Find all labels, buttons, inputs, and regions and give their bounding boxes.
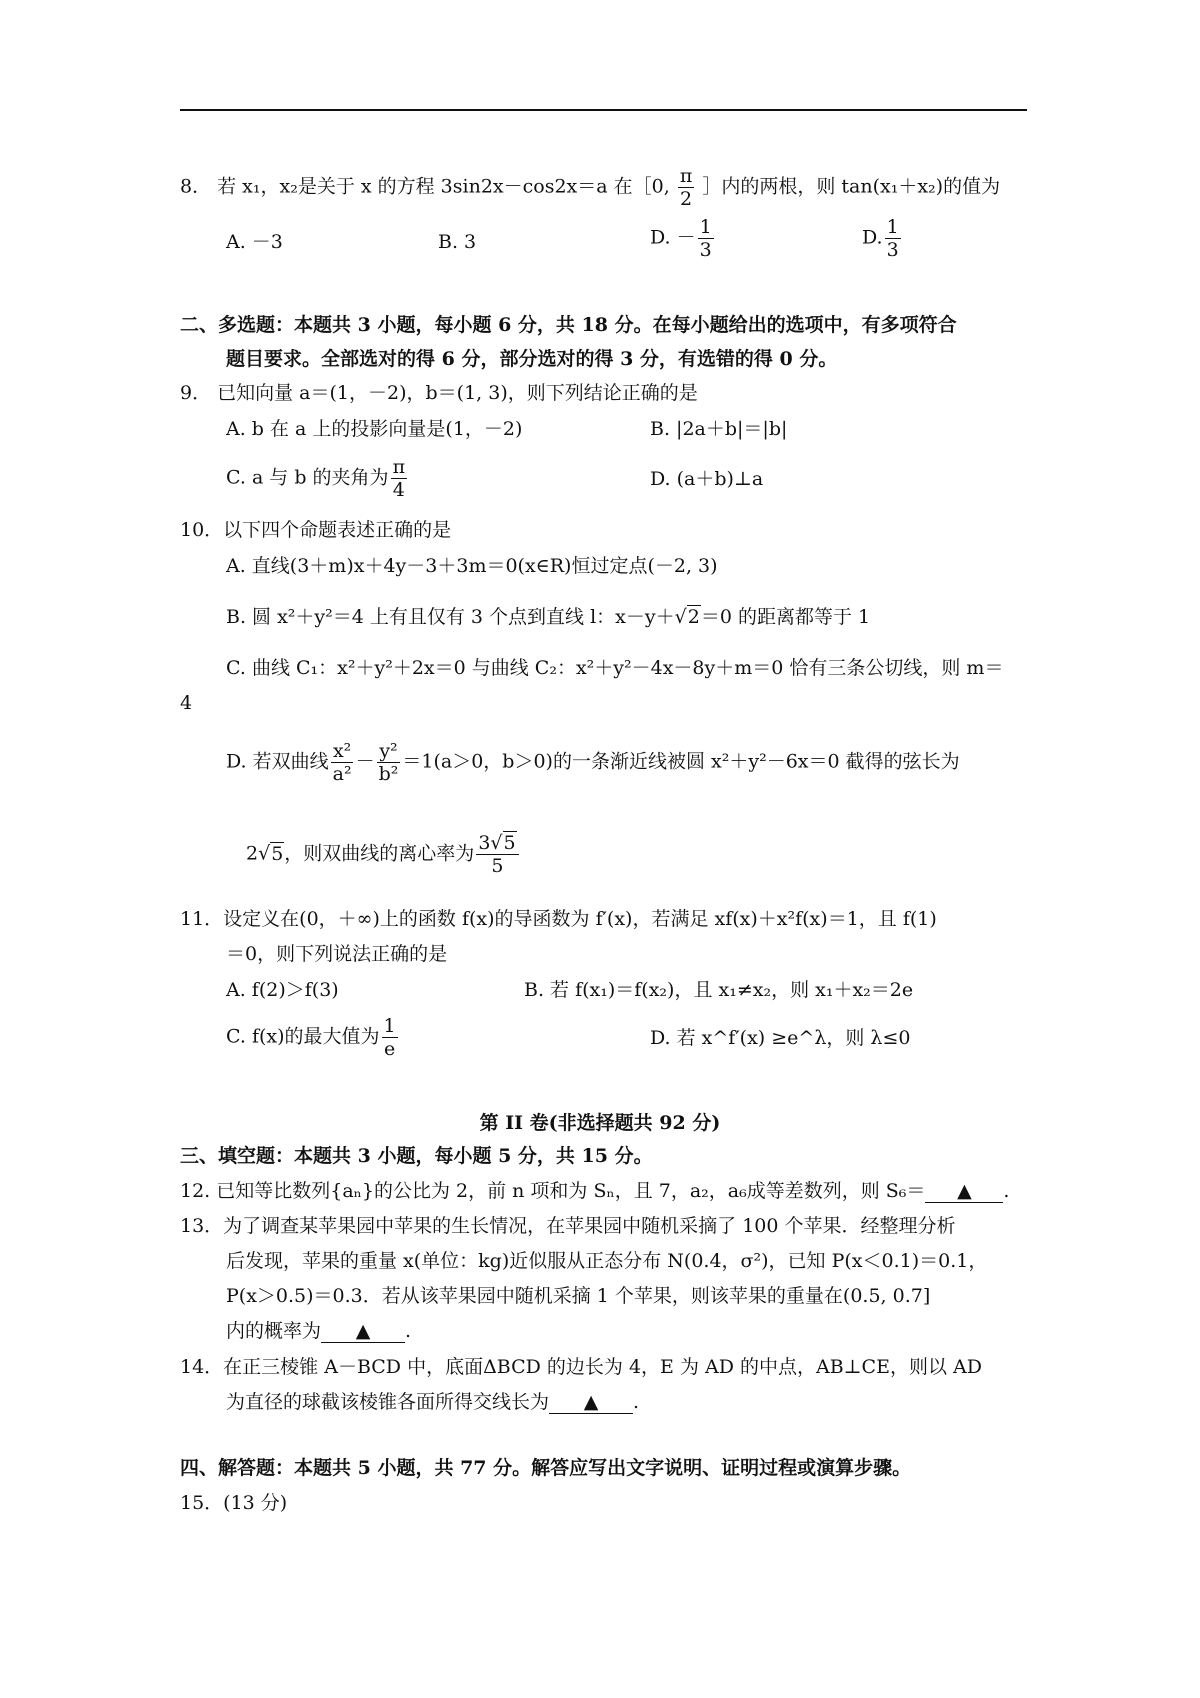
question-11-stem-cont: ＝0，则下列说法正确的是 xyxy=(226,943,448,965)
question-13-line-1: 13．为了调查某苹果园中苹果的生长情况，在苹果园中随机采摘了 100 个苹果．经整理分析 xyxy=(180,1215,956,1237)
fraction-numerator: 1 xyxy=(383,1015,396,1037)
fraction-denominator: 3 xyxy=(699,239,712,261)
q10-option-c-cont: 4 xyxy=(180,692,193,714)
fraction-eccentricity xyxy=(476,832,518,877)
option-text: C. a 与 b 的夹角为 xyxy=(226,466,389,489)
question-8-stem xyxy=(180,165,1000,210)
q8-option-a: A. －3 xyxy=(226,231,283,253)
period: . xyxy=(405,1320,412,1342)
answer-blank: ▲ xyxy=(321,1320,405,1343)
section-4-heading: 四、解答题：本题共 5 小题，共 77 分。解答应写出文字说明、证明过程或演算步骤。 xyxy=(180,1457,912,1479)
answer-blank: ▲ xyxy=(549,1391,633,1414)
question-12 xyxy=(180,1178,1009,1204)
q10-option-c: C. 曲线 C₁：x²＋y²＋2x＝0 与曲线 C₂：x²＋y²－4x－8y＋m＝0 恰有三条公切线，则 m＝ xyxy=(226,657,1004,679)
fraction-denominator: a² xyxy=(332,763,352,785)
fraction-denominator: 3 xyxy=(886,239,899,261)
q10-option-d-cont: 2√5，则双曲线的离心率为 $\frac{3√5}{5}$ xyxy=(246,832,521,877)
section-2-heading: 二、多选题：本题共 3 小题，每小题 6 分，共 18 分。在每小题给出的选项中，有多项符合 xyxy=(180,314,957,336)
fraction-y2-over-b2 xyxy=(377,740,401,785)
option-text: D. 若双曲线 xyxy=(226,750,329,773)
q11-option-b: B. 若 f(x₁)＝f(x₂)，且 x₁≠x₂，则 x₁＋x₂＝2e xyxy=(524,979,914,1001)
fraction-denominator: e xyxy=(383,1038,396,1060)
question-13-line-2: 后发现，苹果的重量 x(单位：kg)近似服从正态分布 N(0.4，σ²)，已知 P(x＜0.1)＝0.1， xyxy=(226,1250,988,1272)
fraction-1-over-e xyxy=(382,1015,398,1060)
section-3-heading: 三、填空题：本题共 3 小题，每小题 5 分，共 15 分。 xyxy=(180,1145,653,1167)
option-text: ＝0 的距离都等于 1 xyxy=(700,606,871,628)
q10-option-b: B. 圆 x²＋y²＝4 上有且仅有 3 个点到直线 l：x－y＋√2＝0 的距离都等于 1 xyxy=(226,606,871,628)
option-text: D. － xyxy=(650,226,696,249)
fraction-numerator: 1 xyxy=(886,216,899,238)
q10-option-a: A. 直线(3＋m)x＋4y－3＋3m＝0(x∈R)恒过定点(－2, 3) xyxy=(226,555,718,577)
fraction-numerator: 1 xyxy=(699,216,712,238)
fraction-numerator: 3√5 xyxy=(476,832,518,855)
section-2-heading-cont: 题目要求。全部选对的得 6 分，部分选对的得 3 分，有选错的得 0 分。 xyxy=(226,348,838,370)
question-text: 内的概率为 xyxy=(226,1320,322,1342)
fraction-denominator: 2 xyxy=(680,188,693,210)
option-text: B. 圆 x²＋y²＝4 上有且仅有 3 个点到直线 l：x－y＋ xyxy=(226,606,675,628)
question-13-line-3: P(x＞0.5)＝0.3．若从该苹果园中随机采摘 1 个苹果，则该苹果的重量在(0.5, 0.7] xyxy=(226,1285,931,1307)
fraction-pi-over-2 xyxy=(678,165,695,210)
question-15-header: 15．(13 分) xyxy=(180,1492,288,1514)
q11-option-d: D. 若 x^f′(x) ≥e^λ，则 λ≤0 xyxy=(650,1027,911,1049)
option-text: ，则双曲线的离心率为 xyxy=(284,842,475,865)
question-text: 为直径的球截该棱锥各面所得交线长为 xyxy=(226,1391,550,1413)
option-text: D. xyxy=(862,226,883,249)
fraction-denominator: 5 xyxy=(491,855,504,877)
minus-sign: － xyxy=(355,750,375,773)
fraction-x2-over-a2 xyxy=(331,740,354,785)
question-text: 若 x₁，x₂是关于 x 的方程 3sin2x－cos2x＝a 在［0, xyxy=(217,175,670,198)
answer-blank: ▲ xyxy=(925,1180,1003,1203)
fraction-denominator: 4 xyxy=(392,479,405,501)
sqrt-radicand: 5 xyxy=(503,832,516,854)
q8-option-c xyxy=(650,216,716,261)
option-text: ＝1(a＞0，b＞0)的一条渐近线被圆 x²＋y²－6x＝0 截得的弦长为 xyxy=(402,750,960,773)
option-text: C. f(x)的最大值为 xyxy=(226,1025,380,1048)
question-14-line-1: 14．在正三棱锥 A－BCD 中，底面ΔBCD 的边长为 4，E 为 AD 的中点，AB⊥CE，则以 AD xyxy=(180,1356,982,1378)
question-9-stem: 9． 已知向量 a＝(1，－2)，b＝(1, 3)，则下列结论正确的是 xyxy=(180,382,698,404)
question-number: 8． xyxy=(180,175,212,198)
q8-option-d xyxy=(862,216,903,261)
q9-option-d: D. (a＋b)⊥a xyxy=(650,468,764,490)
fraction-numerator: x² xyxy=(332,740,352,762)
fraction xyxy=(885,216,901,261)
fraction-numerator: π xyxy=(679,165,693,187)
q11-option-a: A. f(2)＞f(3) xyxy=(226,979,339,1001)
header-rule xyxy=(180,109,1027,111)
fraction-numerator: π xyxy=(392,456,406,478)
q8-option-b: B. 3 xyxy=(438,231,477,253)
q11-option-c xyxy=(226,1015,400,1060)
fraction xyxy=(698,216,714,261)
fraction-denominator: b² xyxy=(378,763,399,785)
sqrt-radicand: 5 xyxy=(271,842,284,865)
question-text: ］内的两根，则 tan(x₁＋x₂)的值为 xyxy=(702,175,1001,198)
period: . xyxy=(1003,1180,1010,1202)
q9-option-a: A. b 在 a 上的投影向量是(1，－2) xyxy=(226,418,523,440)
q9-option-b: B. |2a＋b|＝|b| xyxy=(650,418,788,440)
fraction-numerator: y² xyxy=(379,740,398,762)
question-13-line-4 xyxy=(226,1318,411,1344)
period: . xyxy=(633,1391,640,1413)
q10-option-d xyxy=(226,740,960,785)
question-text: 12. 已知等比数列{aₙ}的公比为 2，前 n 项和为 Sₙ，且 7，a₂，a₆成等差数列，则 S₆＝ xyxy=(180,1180,926,1202)
part-2-title: 第 II 卷(非选择题共 92 分) xyxy=(479,1112,721,1134)
question-11-stem: 11．设定义在(0，＋∞)上的函数 f(x)的导函数为 f′(x)，若满足 xf(x)＋x²f(x)＝1，且 f(1) xyxy=(180,908,937,930)
q9-option-c xyxy=(226,456,409,501)
fraction-pi-over-4 xyxy=(391,456,408,501)
numerator-coef: 3 xyxy=(478,832,491,854)
option-text: 2 xyxy=(246,842,259,865)
question-14-line-2 xyxy=(226,1389,639,1415)
sqrt-radicand: 2 xyxy=(687,606,700,628)
question-10-stem: 10．以下四个命题表述正确的是 xyxy=(180,519,452,541)
